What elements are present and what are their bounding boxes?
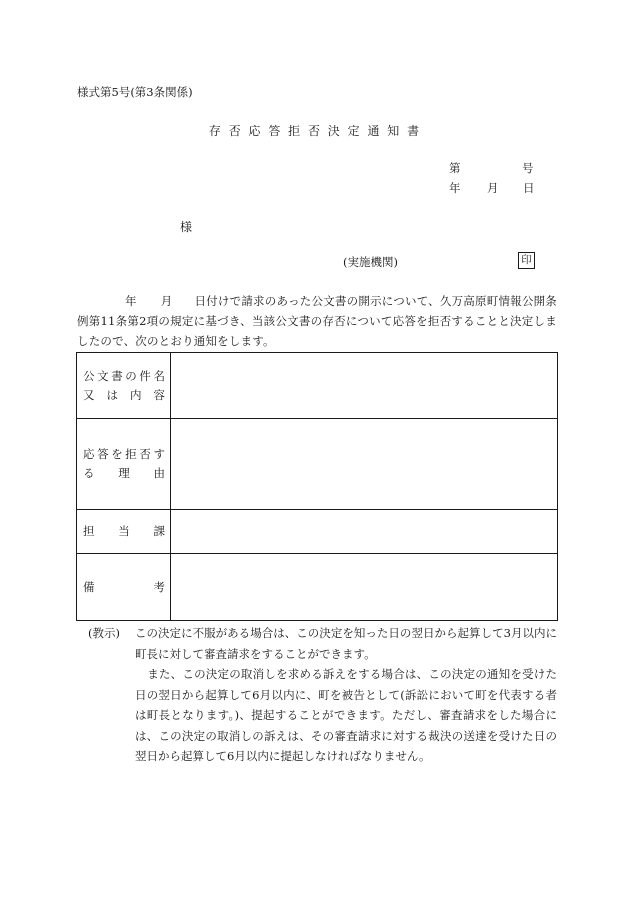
- document-title: 存 否 応 答 拒 否 決 定 通 知 書: [208, 124, 422, 138]
- label-reason-line1: 応 答 を 拒 否 す: [83, 447, 165, 461]
- body-paragraph: [77, 291, 557, 351]
- label-subject: [77, 353, 171, 419]
- table-row-subject: [77, 353, 558, 419]
- label-reason-line2: る 理 由: [83, 466, 165, 480]
- table-row-reason: [77, 419, 558, 510]
- date-year-label: 年: [449, 181, 461, 195]
- date-month-label: 月: [487, 181, 499, 195]
- table-row-remarks: [77, 554, 558, 621]
- value-reason[interactable]: [171, 419, 558, 510]
- seal-mark: 印: [518, 252, 535, 269]
- info-table: [76, 352, 558, 621]
- label-remarks: 備 考: [77, 554, 171, 621]
- instruction-paragraph-2: [135, 664, 557, 767]
- issue-date: [449, 180, 535, 196]
- addressee-suffix: 様: [180, 220, 193, 234]
- instruction-paragraph-2-text: また、この決定の取消しを求める訴えをする場合は、この決定の通知を受けた日の翌日から起算して6月以内に、町を被告として(訴訟において町を代表する者は町長となります。)、提起することができます。ただし、審査請求をした場合には、この決定の取消しの訴えは、その審査請求に対する裁決の送達を受けた日の翌日から起算して6月以内に提起しなければなりません。: [135, 667, 557, 763]
- label-subject-line1: 公 文 書 の 件 名: [83, 368, 165, 383]
- body-date-month: 月: [160, 294, 173, 308]
- value-department[interactable]: [171, 510, 558, 554]
- agency-label: (実施機関): [343, 255, 398, 269]
- body-date-year: 年: [125, 294, 137, 308]
- form-number: 様式第5号(第3条関係): [77, 85, 193, 99]
- label-department: 担 当 課: [77, 510, 171, 554]
- table-row-department: [77, 510, 558, 554]
- label-subject-line2: 又 は 内 容: [83, 387, 165, 402]
- date-day-label: 日: [523, 181, 535, 195]
- instruction-paragraph-1: この決定に不服がある場合は、この決定を知った日の翌日から起算して3月以内に町長に対して審査請求をすることができます。: [135, 626, 557, 661]
- label-reason: [77, 419, 171, 510]
- instruction-tag: (教示): [88, 626, 120, 640]
- document-number-suffix: 号: [522, 161, 534, 175]
- document-number-label: 第: [449, 161, 461, 175]
- body-text: 日付けで請求のあった公文書の開示について、久万高原町情報公開条例第11条第2項の規定に基づき、当該公文書の存否について応答を拒否することと決定しましたので、次のとおり通知をします。: [77, 294, 558, 348]
- value-subject[interactable]: [171, 353, 558, 419]
- value-remarks[interactable]: [171, 554, 558, 621]
